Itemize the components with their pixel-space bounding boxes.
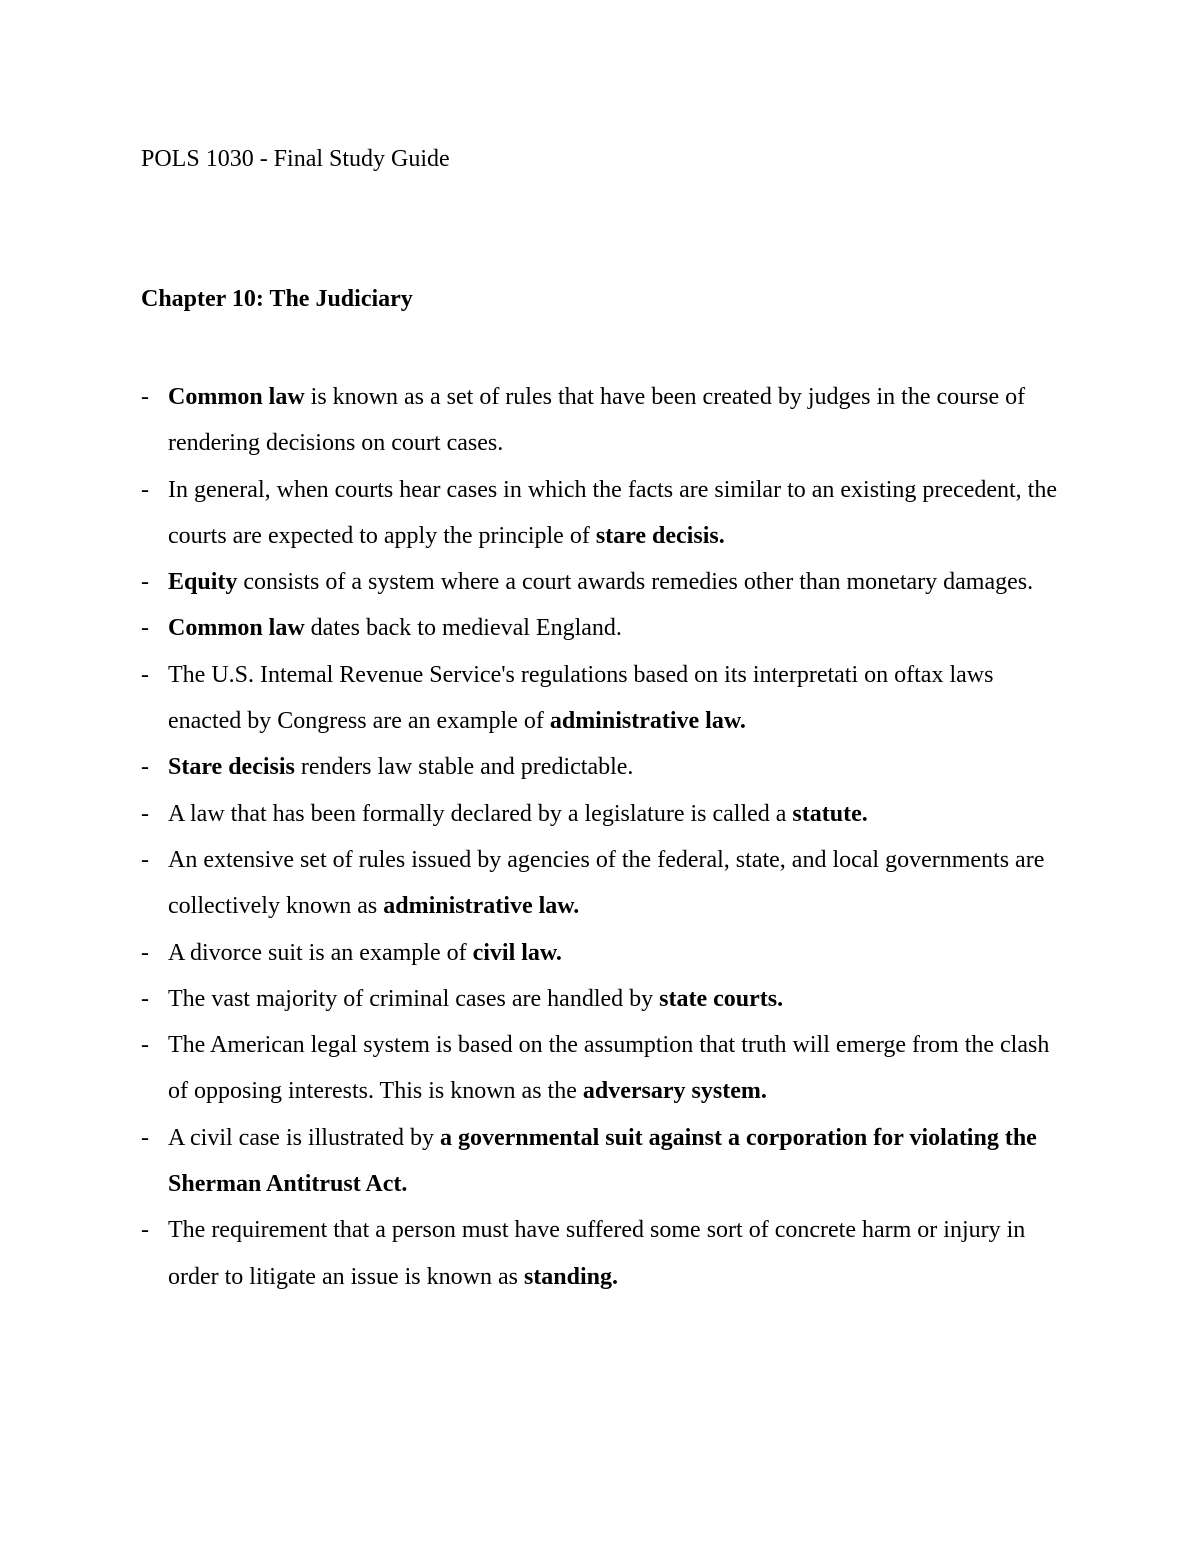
bullet-dash-icon: -	[141, 846, 149, 873]
key-term: Equity	[168, 569, 238, 596]
study-note-item	[141, 1115, 1061, 1208]
bullet-dash-icon: -	[141, 661, 149, 688]
key-term: administrative law.	[549, 708, 746, 735]
note-text: dates back to medieval England.	[304, 615, 622, 642]
key-term: Stare decisis	[168, 754, 295, 781]
note-text: An extensive set of rules issued by agencies of the federal, state, and local governments are collectively known as	[168, 846, 1045, 920]
bullet-dash-icon: -	[141, 1032, 149, 1059]
note-text: renders law stable and predictable.	[294, 754, 634, 781]
bullet-dash-icon: -	[141, 476, 149, 503]
bullet-dash-icon: -	[141, 939, 149, 966]
key-term: state courts.	[659, 985, 784, 1012]
study-note-item	[141, 652, 1061, 745]
study-note-item	[141, 1207, 1061, 1300]
study-note-item	[141, 976, 1061, 1022]
note-text: In general, when courts hear cases in which the facts are similar to an existing precedent, the courts are expected to apply the principle of	[168, 476, 1057, 549]
study-note-item	[141, 837, 1061, 930]
study-notes-list	[141, 374, 1061, 1300]
study-note-item	[141, 791, 1061, 837]
note-text: A law that has been formally declared by a legislature is called a	[168, 800, 793, 827]
bullet-dash-icon: -	[141, 985, 149, 1012]
note-text: The requirement that a person must have suffered some sort of concrete harm or injury in order to litigate an issue is known as	[168, 1217, 1026, 1290]
key-term: stare decisis.	[595, 522, 725, 549]
key-term: administrative law.	[383, 893, 580, 920]
key-term: adversary system.	[582, 1078, 767, 1105]
note-text: is known as a set of rules that have been created by judges in the course of rendering decisions on court cases.	[168, 384, 1026, 457]
document-title: POLS 1030 - Final Study Guide	[141, 146, 450, 172]
study-note-item	[141, 559, 1061, 605]
note-text: consists of a system where a court awards remedies other than monetary damages.	[237, 569, 1034, 596]
bullet-dash-icon: -	[141, 1217, 149, 1244]
note-text: The vast majority of criminal cases are handled by	[168, 985, 660, 1012]
study-note-item	[141, 605, 1061, 651]
chapter-heading: Chapter 10: The Judiciary	[141, 286, 413, 312]
study-note-item	[141, 1022, 1061, 1115]
study-note-item	[141, 374, 1061, 467]
key-term: a governmental suit against a corporation for violating the Sherman Antitrust Act.	[168, 1124, 1037, 1198]
study-note-item	[141, 467, 1061, 560]
note-text: The American legal system is based on the assumption that truth will emerge from the clash of opposing interests. This is known as the	[168, 1032, 1050, 1105]
bullet-dash-icon: -	[141, 1124, 149, 1151]
note-text: A civil case is illustrated by	[168, 1124, 440, 1151]
key-term: Common law	[168, 615, 305, 642]
bullet-dash-icon: -	[141, 569, 149, 596]
key-term: Common law	[168, 384, 305, 410]
study-note-item	[141, 930, 1061, 976]
key-term: civil law.	[472, 939, 562, 966]
bullet-dash-icon: -	[141, 615, 149, 642]
study-note-item	[141, 744, 1061, 790]
bullet-dash-icon: -	[141, 800, 149, 827]
bullet-dash-icon: -	[141, 754, 149, 781]
key-term: standing.	[523, 1263, 618, 1290]
key-term: statute.	[792, 800, 868, 827]
note-text: A divorce suit is an example of	[168, 939, 473, 966]
bullet-dash-icon: -	[141, 384, 149, 410]
note-text: The U.S. Intemal Revenue Service's regulations based on its interpretati on oftax laws enacted by Congress are an example of	[168, 661, 994, 735]
